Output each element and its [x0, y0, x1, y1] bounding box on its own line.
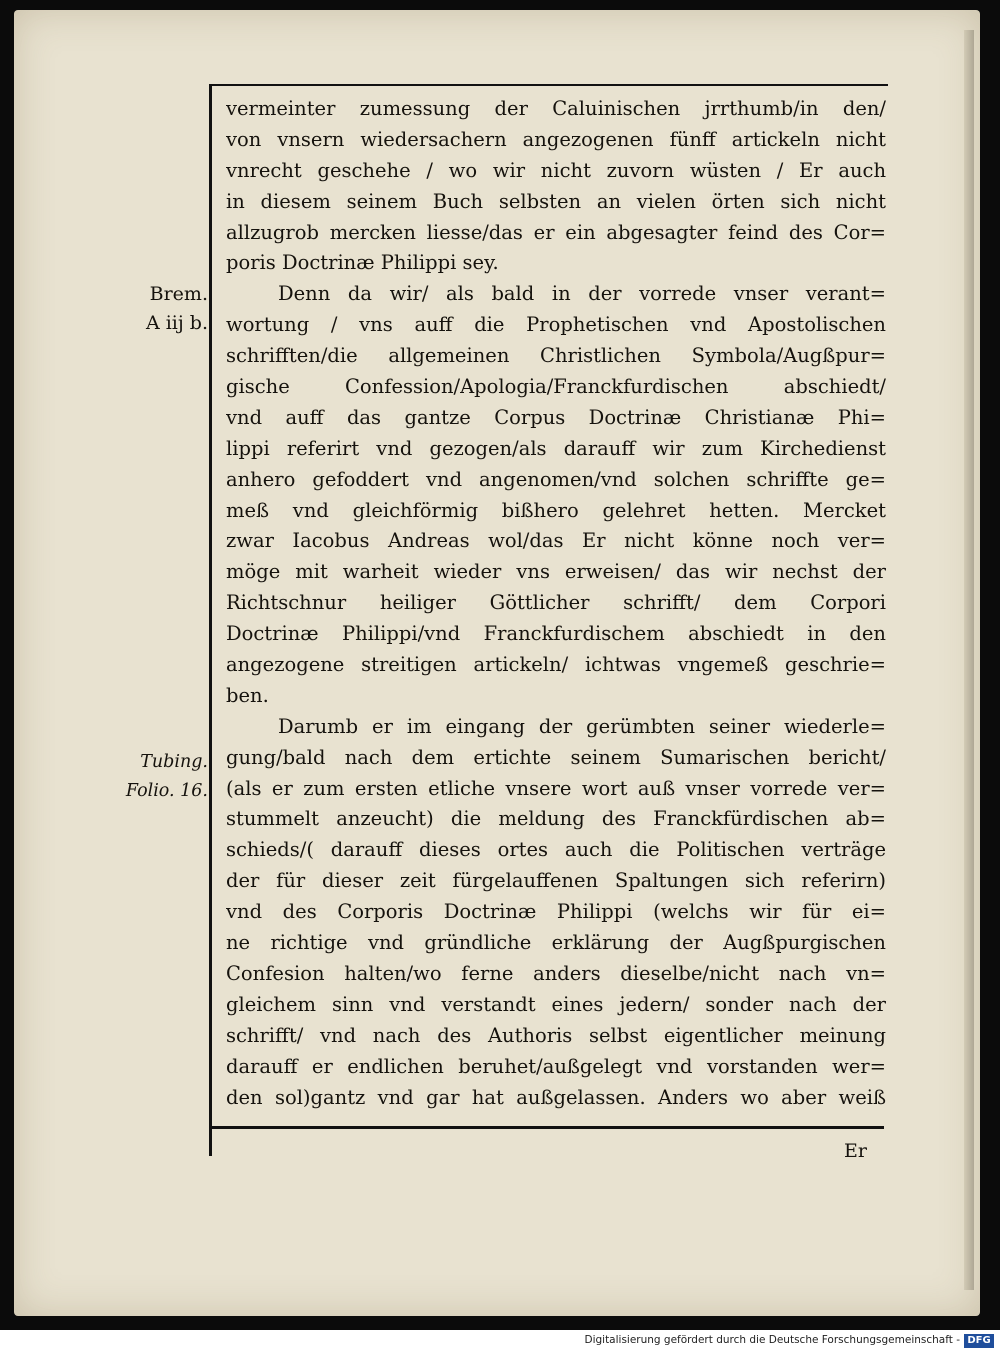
text-line: Darumb er im eingang der gerümbten seiner wiederle= — [278, 714, 886, 738]
text-line: Richtschnur heiliger Göttlicher schrifft/ dem Corpori — [226, 591, 886, 615]
text-line: Denn da wir/ als bald in der vorrede vnser verant= — [278, 282, 886, 306]
text-block — [209, 84, 888, 1126]
text-line: meß vnd gleichförmig bißhero gelehret hetten. Mercket — [226, 498, 886, 522]
text-line: poris Doctrinæ Philippi sey. — [226, 251, 499, 275]
text-line: lippi referirt vnd gezogen/als darauff wir zum Kirchedienst — [226, 436, 886, 460]
text-line: gung/bald nach dem ertichte seinem Sumarischen bericht/ — [226, 745, 886, 769]
page-edge — [964, 30, 974, 1290]
margin-note-line: Brem. — [149, 283, 208, 305]
text-line: vermeinter zumessung der Caluinischen jrrthumb/in den/ — [226, 97, 886, 120]
text-line: schrifften/die allgemeinen Christlichen Symbola/Augßpur= — [226, 344, 886, 368]
margin-note-brem — [112, 280, 208, 338]
text-line: allzugrob mercken liesse/das er ein abgesagter feind des Cor= — [226, 220, 886, 244]
body-text — [226, 94, 886, 1113]
text-line: schieds/( darauff dieses ortes auch die Politischen verträge — [226, 838, 886, 862]
funding-credit: Digitalisierung gefördert durch die Deutsche Forschungsgemeinschaft - — [584, 1334, 960, 1346]
text-line: den sol)gantz vnd gar hat außgelassen. Anders wo aber weiß — [226, 1085, 886, 1109]
text-line: von vnsern wiedersachern angezogenen fünff artickeln nicht — [226, 127, 886, 151]
text-line: wortung / vns auff die Prophetischen vnd Apostolischen — [226, 313, 886, 337]
margin-note-tubing — [112, 748, 208, 806]
dfg-logo: DFG — [964, 1334, 994, 1348]
bottom-rule — [209, 1126, 884, 1129]
text-line: möge mit warheit wieder vns erweisen/ das wir nechst der — [226, 560, 886, 584]
text-line: vnd des Corporis Doctrinæ Philippi (welchs wir für ei= — [226, 900, 886, 924]
text-line: schrifft/ vnd nach des Authoris selbst eigentlicher meinung — [226, 1023, 886, 1047]
text-line: anhero gefoddert vnd angenomen/vnd solchen schriffte ge= — [226, 467, 886, 491]
text-line: gische Confession/Apologia/Franckfurdischen abschiedt/ — [226, 375, 886, 399]
text-line: (als er zum ersten etliche vnsere wort auß vnser vorrede ver= — [226, 776, 886, 800]
text-line: ben. — [226, 683, 269, 707]
text-line: in diesem seinem Buch selbsten an vielen örten sich nicht — [226, 189, 886, 213]
text-line: vnd auff das gantze Corpus Doctrinæ Christianæ Phi= — [226, 405, 886, 429]
catchword: Er — [844, 1140, 867, 1162]
text-line: vnrecht geschehe / wo wir nicht zuvorn wüsten / Er auch — [226, 158, 886, 182]
text-line: darauff er endlichen beruhet/außgelegt vnd vorstanden wer= — [226, 1054, 886, 1078]
text-line: der für dieser zeit fürgelauffenen Spaltungen sich referirn) — [226, 869, 886, 893]
margin-note-line: Folio. 16. — [125, 781, 208, 801]
margin-note-line: A iij b. — [145, 312, 208, 334]
text-line: stummelt anzeucht) die meldung des Franckfürdischen ab= — [226, 807, 886, 831]
text-line: Doctrinæ Philippi/vnd Franckfurdischem abschiedt in den — [226, 622, 886, 646]
text-line: zwar Iacobus Andreas wol/das Er nicht könne noch ver= — [226, 529, 886, 553]
text-line: angezogene streitigen artickeln/ ichtwas vngemeß geschrie= — [226, 653, 886, 677]
text-line: Confesion halten/wo ferne anders dieselbe/nicht nach vn= — [226, 961, 886, 985]
text-line: ne richtige vnd gründliche erklärung der Augßpurgischen — [226, 931, 886, 955]
margin-note-line: Tubing. — [140, 752, 208, 772]
side-rule — [209, 1124, 212, 1156]
text-line: gleichem sinn vnd verstandt eines jedern/ sonder nach der — [226, 992, 886, 1016]
